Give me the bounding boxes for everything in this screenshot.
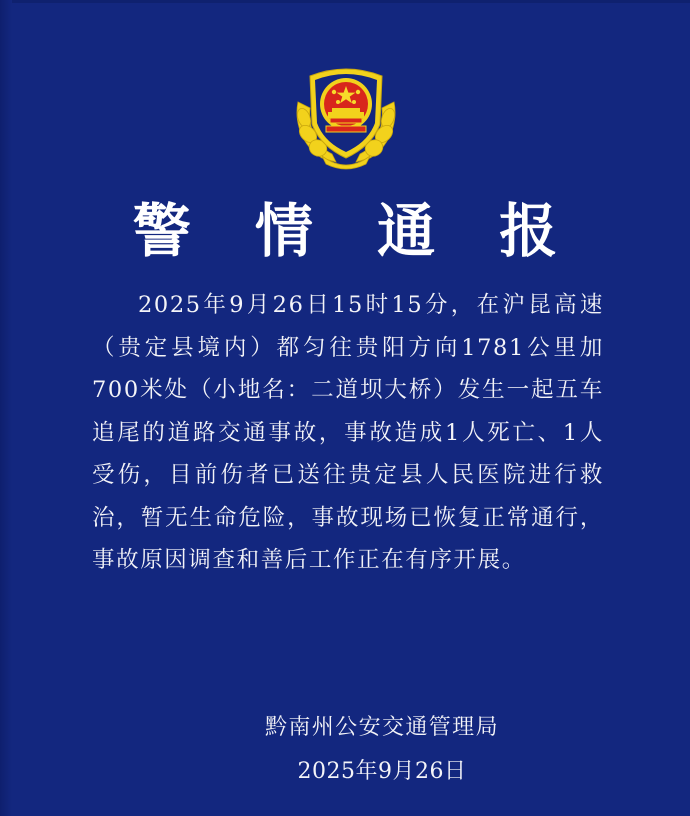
police-emblem-icon [292,62,400,170]
notice-body: 2025年9月26日15时15分，在沪昆高速（贵定县境内）都匀往贵阳方向1781公里加700米处（小地名：二道坝大桥）发生一起五车追尾的道路交通事故，事故造成1人死亡、1人受伤，目前伤者已送往贵定县人民医院进行救治，暂无生命危险，事故现场已恢复正常通行，事故原因调查和善后工作正在有序开展。 [92,292,604,573]
left-edge-shadow [0,0,12,816]
signature-block [262,710,502,790]
issue-date: 2025年9月26日 [297,759,467,784]
page-title: 警 情 通 报 [132,197,580,265]
issuing-organization: 黔南州公安交通管理局 [264,715,499,740]
top-edge-shadow [0,0,690,3]
